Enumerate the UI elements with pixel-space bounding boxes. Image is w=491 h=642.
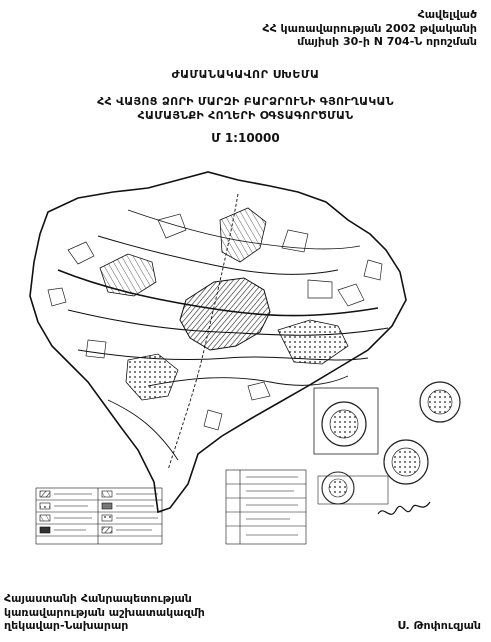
annex-header (237, 8, 477, 49)
footer-line-3: ղեկավար-Նախարար (4, 619, 129, 632)
footer-office (4, 592, 205, 633)
annex-label: Հավելված (417, 8, 477, 21)
document-type: ԺԱՄԱՆԱԿԱՎՈՐ ՍԽԵՄԱ (171, 68, 320, 81)
title-line-2: ՀԱՄԱՅՆՔԻ ՀՈՂԵՐԻ ՕԳՏԱԳՈՐԾՄԱՆ (137, 109, 354, 122)
footer-line-2: կառավարության աշխատակազմի (4, 605, 205, 619)
pasture-area-south (126, 354, 178, 400)
official-seals (314, 382, 460, 504)
document-title (0, 95, 491, 123)
pasture-area (278, 320, 348, 364)
approval-table (226, 470, 306, 544)
footer-signatory: Ս. Թոփուզյան (397, 619, 481, 632)
annex-government-decision: ՀՀ կառավարության 2002 թվականի (262, 21, 477, 35)
land-use-map (8, 150, 478, 550)
title-line-1: ՀՀ ՎԱՅՈՑ ՁՈՐԻ ՄԱՐԶԻ ԲԱՐՁՐՈՒՆԻ ԳՅՈՒՂԱԿԱՆ (97, 95, 394, 108)
map-scale: Մ 1:10000 (211, 131, 280, 145)
annex-decision-date: մայիսի 30-ի N 704-Ն որոշման (297, 35, 477, 48)
settlement-area-north (220, 208, 266, 262)
map-legend-left (36, 488, 162, 544)
settlement-area-west (100, 254, 156, 296)
footer-line-1: Հայաստանի Հանրապետության (4, 592, 192, 605)
